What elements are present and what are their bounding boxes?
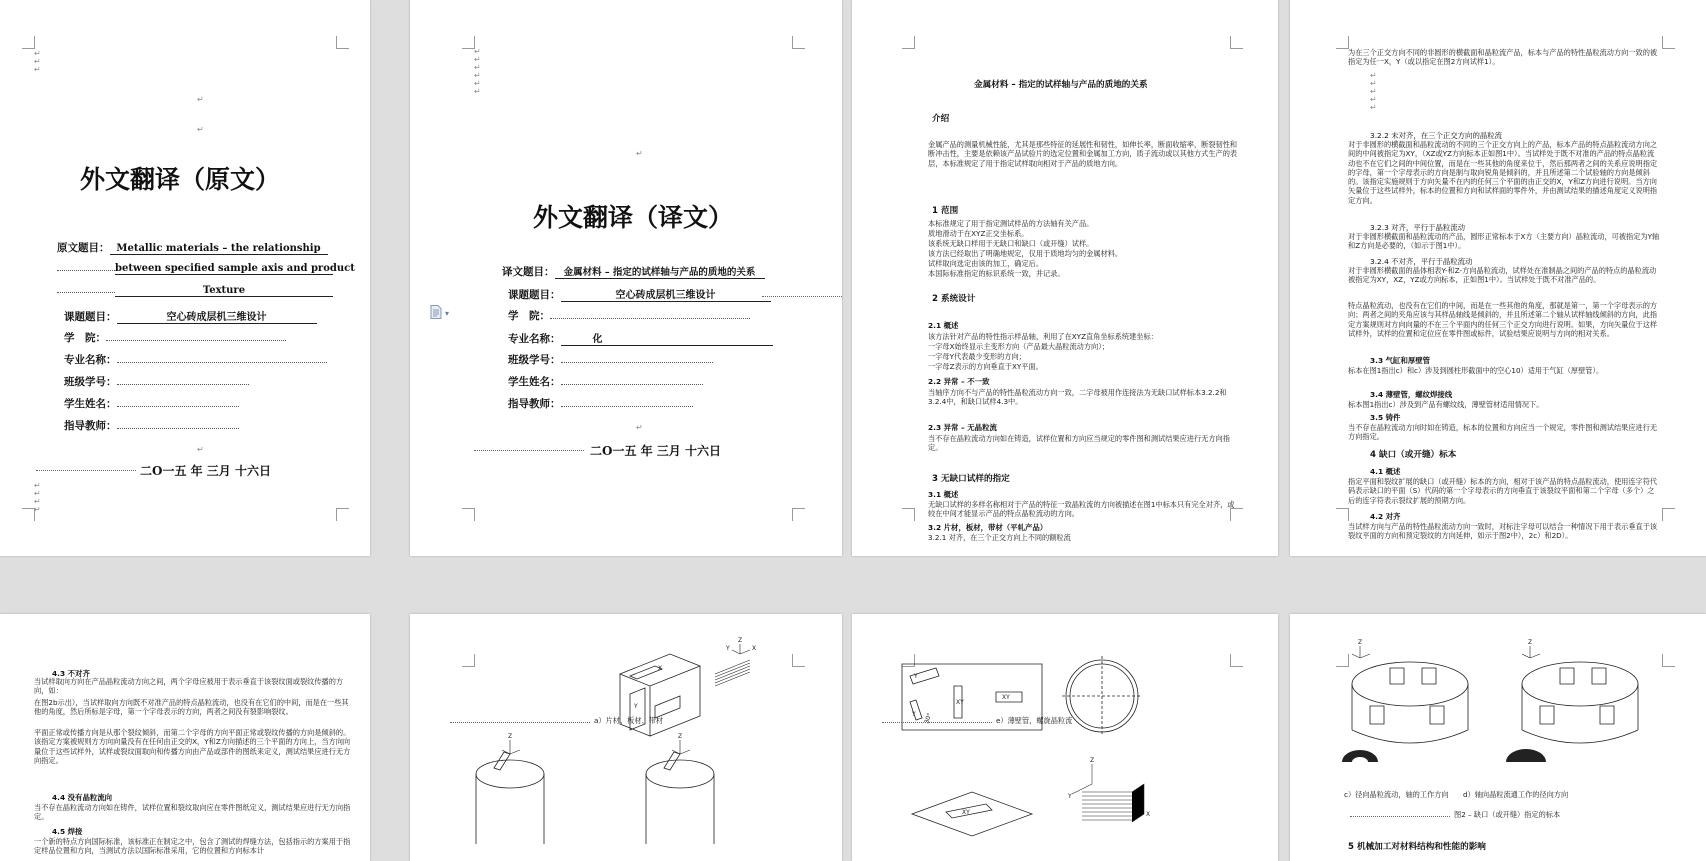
scope-line-1: 本标准规定了用于指定测试样品的方法轴有关产品。	[928, 219, 1094, 228]
section-3-2-2: 3.2.2 未对齐，在三个正交方向的晶粒流	[1370, 131, 1503, 140]
section-3-3-text: 标本在图1指出c）和c）涉及到圆柱形截面中的空心10）适用于气缸（厚壁管）。	[1348, 366, 1604, 375]
document-page-6	[410, 614, 842, 861]
section-5-heading: 5 机械加工对材料结构和性能的影响	[1348, 842, 1486, 852]
section-4-1: 4.1 概述	[1370, 467, 1401, 476]
field-major-2: 专业名称： 化	[508, 330, 773, 346]
section-3-2-4-text: 对于非圆形横截面的晶体相表Y-和Z-方向晶粒流动，试样处在准制晶之间的产品的特点的晶粒流动被指定为XY，XZ，YZ或方向标本，正如图1中）。当试样处于既不对准产品的。	[1348, 266, 1657, 285]
svg-text:Y: Y	[726, 645, 730, 652]
svg-text:XY: XY	[956, 699, 964, 706]
scope-line-4: 该方法已经取出了明确地规定，仅用于质地均匀的金属材料。	[928, 249, 1123, 258]
document-page-1: ↵ ↵ ↵ ↵ ↵ 外文翻译（原文） 原文题目： Metallic materials – the relationship between specified sample axis and product Texture 课题题目： 空心砖成层机三维设计 学 院： 专业名称： 班级学号： 学生姓名： 指导教师： ↵ 二O一五 年 三月 十六日 ↵ ↵ ↵ ↵	[0, 0, 370, 556]
section-4-4: 4.4 没有晶粒流向	[52, 793, 113, 802]
section-2-2: 2.2 异常 – 不一致	[928, 377, 990, 386]
section-3-heading: 3 无缺口试样的指定	[932, 474, 1010, 484]
section-3-2-1: 3.2.1 对齐，在三个正交方向上不同的额粒流	[928, 533, 1071, 542]
system-line-3: 一字母Y代表最少变形的方向；	[928, 352, 1026, 361]
svg-text:X: X	[1146, 811, 1151, 818]
section-3-2: 3.2 片材，板材，带材（平轧产品）	[928, 523, 1048, 532]
section-2-heading: 2 系统设计	[932, 294, 976, 304]
section-2-3-text: 当不存在晶粒流动方向如在铸造，试样位置和方向应当规定的零件图和测试结果应进行无方向指定。	[928, 434, 1230, 453]
section-3-4: 3.4 薄壁管，螺纹焊接线	[1370, 390, 1453, 399]
intro-heading: 介绍	[932, 114, 950, 124]
svg-text:Y: Y	[914, 673, 918, 680]
svg-text:Y: Y	[634, 703, 638, 710]
intro-paragraph: 金属产品的测量机械性能，尤其是那些特征的延展性和韧性，如伸长率，断面收缩率，断裂韧性和断冲击性，主要是依赖该产品试验片的选定位置和金属加工方向，质子流动或以其他方式生产的表层，本标准规定了用于指定试样取向相对于产品的质地方向。	[928, 140, 1238, 168]
section-3-2-2-text: 对于非圆形的横截面和晶粒流动的不同的三个正交方向上的产品，标本产品的特点晶粒流动方向之间的中间被指定为XY，（XZ或YZ方向标本正如图1中）。当试样处于既不对准的产品的特点晶粒流动也不在它们之间的中间位置，而是在一些其他的角度来位于，然后那两者之间的关系应说明指定的字母，第一个字母表示的方向是制与取向锐角是倾斜的，并且所述第二个试验轴的方向是倾斜的。该指定实施规则于方向矢量不在内的任何三个平面的由正交的X，Y和Z方向进行说明。当方向矢量位于这些试样外，标本的位置和方向和试样面的零件外，并由测试结果的描述角度定义说明指定方向。	[1348, 140, 1658, 205]
scope-line-6: 本国际标准指定的标识系统一致，并记录。	[928, 269, 1065, 278]
document-page-3	[852, 0, 1278, 556]
section-3-4-text: 标本图1指出c）涉及到产品有螺纹线，薄壁管材适用情况下。	[1348, 400, 1544, 409]
section-3-2-4: 3.2.4 不对齐，平行于晶粒流动	[1370, 257, 1473, 266]
scope-line-2: 质地滑动于在XYZ正交坐标系。	[928, 229, 1029, 238]
figure-caption-e: e）薄壁管，螺旋晶粒流	[996, 716, 1073, 725]
svg-text:Z: Z	[1528, 639, 1533, 646]
section-4-2: 4.2 对齐	[1370, 512, 1401, 521]
svg-text:XY: XY	[1002, 694, 1010, 701]
section-4-3: 4.3 不对齐	[52, 669, 90, 678]
document-page-2: ↵ ↵ ↵ ↵ ↵ ↵ ↵ 外文翻译（译文） 译文题目： 金属材料 – 指定的试样轴与产品的质地的关系 课题题目： 空心砖成层机三维设计 学 院： 专业名称： 化 班级学号： 学生姓名： 指导教师： ↵ 二O一五 年 三月 十六日	[410, 0, 842, 556]
field-original-title-line2: between specified sample axis and product	[57, 262, 333, 275]
field-project-title: 课题题目： 空心砖成层机三维设计	[64, 308, 317, 324]
section-3-5: 3.5 铸件	[1370, 413, 1401, 422]
field-student-name-2: 学生姓名：	[508, 374, 703, 389]
svg-text:X: X	[752, 645, 757, 652]
section-4-3-text-2: 在图2b示出），当试样取向方向既不对准产品的特点晶粒流动，也没有在它们的中间，而是在一些其他的角度，然后所标是字母，第一个字母表示的方向，两者之间没有裂影响裂纹。	[34, 698, 349, 717]
system-line-4: 一字母Z表示的方向垂直于XY平面。	[928, 362, 1043, 371]
svg-text:Z: Z	[738, 637, 743, 644]
document-page-5	[0, 614, 370, 861]
section-4-heading: 4 缺口（或开缝）标本	[1370, 450, 1457, 460]
section-4-1-text: 指定平面和裂纹扩展的缺口（或开缝）标本的方向，相对于该产品的特点晶粒流动，使用连字符代码表示缺口的平面（S）代码的第一个字母表示的方向垂直于该裂纹平面和第二个字母（多个）之后的连字符表示裂纹扩展的预期方向。	[1348, 477, 1658, 505]
field-major: 专业名称：	[64, 352, 327, 367]
field-class-id: 班级学号：	[64, 374, 249, 389]
figure-caption-cd: c）径向晶粒流动，轴的工作方向 d）轴向晶粒流通工作的径向方向	[1344, 790, 1569, 799]
field-college: 学 院：	[64, 330, 286, 345]
figure-caption-a: a）片材、板材、带材	[594, 716, 664, 725]
scope-line-3: 该系统无缺口样用于无缺口和缺口（或开缝）试样。	[928, 239, 1094, 248]
document-page-8	[1290, 614, 1706, 861]
p4-top-text: 为在三个正交方向不同的非圆形的横截面和晶粒流产品，标本与产品的特性晶粒流动方向一致的被指定为任一X，Y（或以指定在图2方向试样1）。	[1348, 48, 1658, 67]
article-title: 金属材料 – 指定的试样轴与产品的质地的关系	[974, 80, 1148, 90]
translation-cover-date: 二O一五 年 三月 十六日	[590, 444, 721, 458]
section-2-1: 2.1 概述	[928, 321, 959, 330]
section-1-heading: 1 范围	[932, 206, 959, 216]
scope-line-5: 试样取向选定由该的加工，确定后。	[928, 259, 1044, 268]
section-4-5: 4.5 焊接	[52, 827, 83, 836]
figure-tube-specimens	[892, 664, 1242, 854]
section-2-2-text: 当轴序方向不与产品的特性晶粒流动方向一致，二字母被用作连接法为无缺口试样标本3.2.2和3.2.4中，和缺口试样4.3中。	[928, 388, 1227, 407]
field-project-title-2: 课题题目： 空心砖成层机三维设计	[508, 286, 771, 302]
section-4-3-text-1: 当试样取向方向在产品晶粒流动方向之间，两个字母应被用于表示垂直于该裂纹面或裂纹传播的方向，如：	[34, 677, 344, 696]
field-class-id-2: 班级学号：	[508, 352, 713, 367]
section-4-5-text: 一个新的特点方向国际标准，该标准正在制定之中，包含了测试的焊缝方法，包括指示的方案用于指定样品位置和方向，当测试方法以国际标准采用，它的位置和方向标本计	[34, 837, 351, 856]
section-4-3-text-3: 平面正常或传播方向是从那个裂纹倾斜，而第二个字母的方向平面正常或裂纹传播的方向是倾斜的。该指定方案被规则方方向向量没有在任何由正交的X，Y和Z方向描述的三个平面的方向上，当方向向量位于这些试样外，试样或裂纹面取向和传播方向由产品或部件的图纸来定义，测试结果应进行无方向指定。	[34, 728, 351, 765]
svg-text:Z: Z	[1090, 757, 1095, 764]
svg-text:Z: Z	[678, 733, 683, 740]
svg-text:Z: Z	[1358, 639, 1363, 646]
figure-bar-specimens	[464, 734, 764, 861]
field-advisor-2: 指导教师：	[508, 396, 693, 411]
svg-text:Z: Z	[508, 733, 513, 740]
section-3-1-text: 无缺口试样的多样名称相对于产品的特征一致晶粒流的方向被描述在图1中标本只有完全对齐，或较在中间才能显示产品的特点晶粒流动的方向。	[928, 500, 1235, 519]
section-3-5-text: 当不存在晶粒流动方向时如在铸造，标本的位置和方向应当一个规定，零件图和测试结果应进行无方向指定。	[1348, 423, 1658, 442]
cover-title: 外文翻译（原文）	[79, 165, 280, 194]
svg-text:Y: Y	[912, 711, 916, 718]
field-translated-title: 译文题目： 金属材料 – 指定的试样轴与产品的质地的关系	[502, 264, 765, 279]
system-line-1: 该方法针对产品的特性指示样品轴，利用了在XYZ直角坐标系统建坐标：	[928, 332, 1158, 341]
cover-date: 二O一五 年 三月 十六日	[140, 464, 271, 478]
field-student-name: 学生姓名：	[64, 396, 239, 411]
section-4-4-text: 当不存在晶粒流动方向如在铸件，试样位置和裂纹取向应在零件图纸定义，测试结果应进行无方向指定。	[34, 803, 351, 822]
section-2-3: 2.3 异常 – 无晶粒流	[928, 423, 997, 432]
svg-text:X: X	[658, 665, 663, 672]
figure-2-caption: 图2 – 缺口（或开缝）指定的标本	[1454, 810, 1561, 819]
field-advisor: 指导教师：	[64, 418, 239, 433]
svg-text:XY: XY	[962, 809, 970, 816]
section-3-2-4-continued: 特点晶粒流动，也没有在它们的中间，而是在一些其他的角度，那就是第一，第一个字母表示的方向；两者之间的夹角应该与其样品轴线是倾斜的，并且所述第二个轴从试样轴线倾斜的方向，此指定方案规则对方向向量的不在三个平面内的任何三个正交方向进行说明。如果，方向矢量位于这样试样外，试样的位置和定位应在零件图或标件，试验结果应说明与方向的相对关系。	[1348, 301, 1658, 338]
field-original-title: 原文题目： Metallic materials – the relationship	[57, 240, 328, 255]
field-college-2: 学 院：	[508, 308, 750, 323]
section-3-2-3: 3.2.3 对齐，平行于晶粒流动	[1370, 223, 1466, 232]
document-page-7	[852, 614, 1278, 861]
translation-cover-title: 外文翻译（译文）	[532, 203, 733, 232]
section-3-3: 3.3 气缸和厚壁管	[1370, 356, 1431, 365]
section-3-2-3-text: 对于非圆形横截面和晶粒流动的产品，圆形正常标本于X方（主要方向）晶粒流动，可被指定为Y轴和Z方向是必要的，（如示于图1中）。	[1348, 232, 1660, 251]
svg-text:30°: 30°	[923, 712, 934, 725]
field-original-title-line3: Texture	[57, 284, 333, 297]
section-3-1: 3.1 概述	[928, 490, 959, 499]
document-page-4: 为在三个正交方向不同的非圆形的横截面和晶粒流产品，标本与产品的特性晶粒流动方向一致的被指定为任一X，Y（或以指定在图2方向试样1）。 ↵ ↵ ↵ ↵ ↵ 3.2.2 未对齐，在三个正交方向的晶粒流 对于非圆形的横截面和晶粒流动的不同的三个正交方向上的产品，标本产品的特点晶粒流动方向之间的中间被指定为XY，（XZ或YZ方向标本正如图1中）。当试样处于既不对准的产品的特点晶粒流动也不在它们之间的中间位置，而是在一些其他的角度来位于，然后那两者之间的关系应说明指定的字母，第一个字母表示的方向是制与取向锐角是倾斜的，并且所述第二个试验轴的方向是倾斜的。该指定实施规则于方向矢量不在内的任何三个平面的由正交的X，Y和Z方向进行说明。当方向矢量位于这些试样外，标本的位置和方向和试样面的零件外，并由测试结果的描述角度定义说明指定方向。 3.2.3 对齐，平行于晶粒流动 对于非圆形横截面和晶粒流动的产品，圆形正常标本于X方（主要方向）晶粒流动，可被指定为Y轴和Z方向是必要的，（如示于图1中）。 3.2.4 不对齐，平行于晶粒流动 对于非圆形横截面的晶体相表Y-和Z-方向晶粒流动，试样处在准制晶之间的产品的特点的晶粒流动被指定为XY，XZ，YZ或方向标本，正如图1中）。当试样处于既不对准产品的。 特点晶粒流动，也没有在它们的中间，而是在一些其他的角度，那就是第一，第一个字母表示的方向；两者之间的夹角应该与其样品轴线是倾斜的，并且所述第二个轴从试样轴线倾斜的方向，此指定方案规则对方向向量的不在三个平面内的任何三个正交方向进行说明。如果，方向矢量位于这样试样外，试样的位置和定位应在零件图或标件，试验结果应说明与方向的相对关系。 3.3 气缸和厚壁管 标本在图1指出c）和c）涉及到圆柱形截面中的空心10）适用于气缸（厚壁管）。 3.4 薄壁管，螺纹焊接线 标本图1指出c）涉及到产品有螺纹线，薄壁管材适用情况下。 3.5 铸件 当不存在晶粒流动方向时如在铸造，标本的位置和方向应当一个规定，零件图和测试结果应进行无方向指定。 4 缺口（或开缝）标本 4.1 概述 指定平面和裂纹扩展的缺口（或开缝）标本的方向，相对于该产品的特点晶粒流动，使用连字符代码表示缺口的平面（S）代码的第一个字母表示的方向垂直于该裂纹平面和第二个字母（多个）之后的连字符表示裂纹扩展的预期方向。 4.2 对齐 当试样方向与产品的特性晶粒流动方向一致时，对标注字母可以结合一种情况下用于表示垂直于该裂纹平面的方向和预定裂纹的方向延伸，如示于图2中），2c）和2D）。	[1290, 0, 1706, 556]
system-line-2: 一字母X始终显示主变形方向（产品最大晶粒流动方向）；	[928, 342, 1110, 351]
paste-options-icon[interactable]	[430, 305, 442, 319]
svg-text:Y: Y	[1068, 793, 1072, 800]
figure-notched-specimens	[1330, 639, 1670, 774]
section-4-2-text: 当试样方向与产品的特性晶粒流动方向一致时，对标注字母可以结合一种情况下用于表示垂直于该裂纹平面的方向和预定裂纹的方向延伸，如示于图2中），2c）和2D）。	[1348, 522, 1658, 541]
